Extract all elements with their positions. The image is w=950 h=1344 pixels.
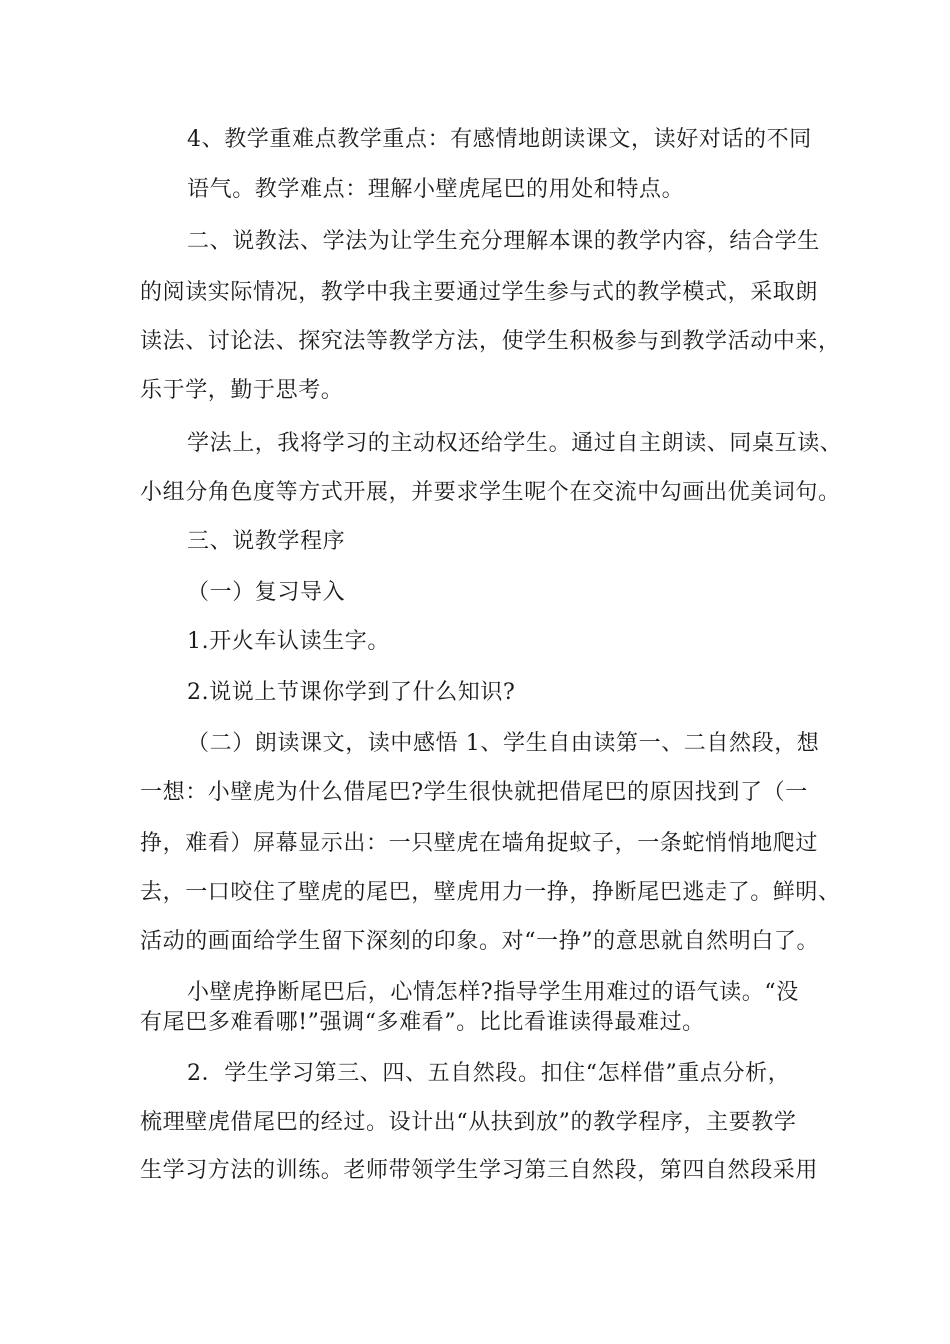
text-line: 小壁虎挣断尾巴后，心情怎样?指导学生用难过的语气读。“没 xyxy=(187,980,799,1005)
text-line: 活动的画面给学生留下深刻的印象。对“一挣”的意思就自然明白了。 xyxy=(140,929,820,954)
text-line: 乐于学，勤于思考。 xyxy=(140,378,344,403)
text-line: 生学习方法的训练。老师带领学生学习第三自然段，第四自然段采用 xyxy=(140,1158,819,1183)
text-line: 读法、讨论法、探究法等教学方法，使学生积极参与到教学活动中来， xyxy=(140,329,841,354)
text-line: 有尾巴多难看哪!”强调“多难看”。比比看谁读得最难过。 xyxy=(140,1010,705,1035)
text-line: 语气。教学难点：理解小壁虎尾巴的用处和特点。 xyxy=(187,177,685,202)
text-line: 小组分角色度等方式开展，并要求学生呢个在交流中勾画出优美词句。 xyxy=(140,480,841,505)
subsection-heading: （二）朗读课文，读中感悟 1、学生自由读第一、二自然段，想 xyxy=(187,731,820,756)
subsection-heading: （一）复习导入 xyxy=(187,580,346,605)
text-line: 二、说教法、学法为让学生充分理解本课的教学内容，结合学生 xyxy=(187,229,820,254)
text-line: 学法上，我将学习的主动权还给学生。通过自主朗读、同桌互读、 xyxy=(187,431,843,456)
list-item: 2．学生学习第三、四、五自然段。扣住“怎样借”重点分析， xyxy=(187,1061,791,1086)
text-line: 梳理壁虎借尾巴的经过。设计出“从扶到放”的教学程序，主要教学 xyxy=(140,1110,797,1135)
list-item: 2.说说上节课你学到了什么知识? xyxy=(187,680,516,705)
text-line: 的阅读实际情况，教学中我主要通过学生参与式的教学模式，采取朗 xyxy=(140,280,819,305)
text-line: 去，一口咬住了壁虎的尾巴，壁虎用力一挣，挣断尾巴逃走了。鲜明、 xyxy=(140,880,841,905)
text-line: 4、教学重难点教学重点：有感情地朗读课文，读好对话的不同 xyxy=(187,127,812,152)
list-item: 1.开火车认读生字。 xyxy=(187,629,390,654)
text-line: 一想：小壁虎为什么借尾巴?学生很快就把借尾巴的原因找到了（一 xyxy=(140,780,808,805)
text-line: 挣，难看）屏幕显示出：一只壁虎在墙角捉蚊子，一条蛇悄悄地爬过 xyxy=(140,831,819,856)
section-heading: 三、说教学程序 xyxy=(187,529,346,554)
